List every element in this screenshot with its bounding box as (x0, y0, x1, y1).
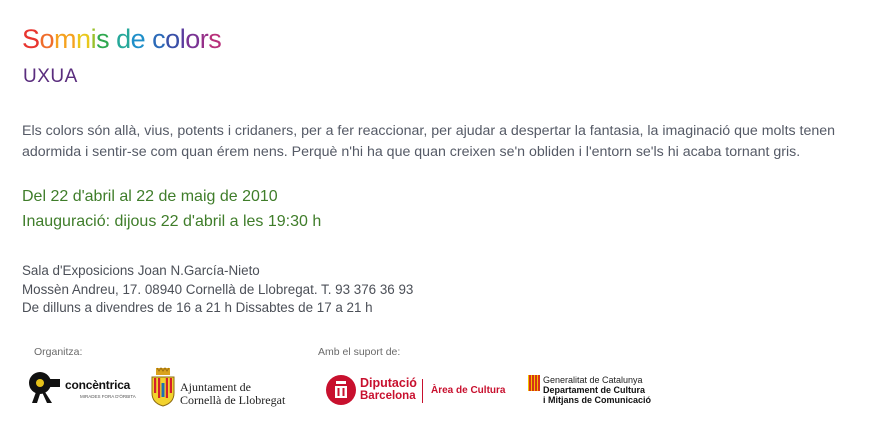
exhibition-description: Els colors són allà, vius, potents i cridaners, per a fer reaccionar, per ajudar a despertar la fantasia, la imaginació que molts tenen adormida i sentir-se com quan érem nens. Perquè n'hi ha que quan creixen se'n obliden i l'entorn se'ls hi acaba tornant gris. (22, 123, 836, 160)
title-letter: o (165, 24, 180, 54)
title-letter: o (185, 24, 200, 54)
title-letter: o (39, 24, 55, 54)
ajuntament-line-1: Ajuntament de (180, 380, 251, 394)
title-letter: l (179, 24, 186, 54)
title-letter: m (54, 24, 77, 54)
concentrica-tagline: MIRADES FORA D'ÒRBITA (80, 394, 136, 399)
venue-name: Sala d'Exposicions Joan N.García-Nieto (22, 263, 260, 278)
support-label: Amb el suport de: (318, 346, 401, 358)
inauguration-date: Inauguració: dijous 22 d'abril a les 19:30 h (22, 213, 322, 230)
organizer-label: Organitza: (34, 346, 83, 358)
film-projector-icon (28, 370, 62, 404)
title-letter: i (90, 24, 97, 54)
generalitat-line-2: Departament de Cultura (543, 385, 646, 395)
artist-name: UXUA (23, 66, 78, 87)
generalitat-line-3: i Mitjans de Comunicació (543, 395, 652, 405)
catalan-flag-icon (528, 375, 540, 391)
title-letter: S (22, 24, 40, 54)
title-letter: d (116, 24, 131, 54)
exhibition-period: Del 22 d'abril al 22 de maig de 2010 (22, 188, 278, 205)
title-letter: s (96, 24, 110, 54)
diputacio-logo (326, 375, 506, 407)
concentrica-name: concèntrica (65, 378, 131, 392)
title-letter: e (130, 24, 146, 54)
coat-of-arms-icon (150, 367, 176, 407)
title-letter: n (76, 24, 91, 54)
venue-address: Mossèn Andreu, 17. 08940 Cornellà de Llobregat. T. 93 376 36 93 (22, 281, 414, 297)
title-letter (145, 24, 152, 55)
exhibition-dates (22, 184, 321, 234)
venue-hours: De dilluns a divendres de 16 a 21 h Dissabtes de 17 a 21 h (22, 300, 373, 315)
generalitat-line-1: Generalitat de Catalunya (543, 375, 643, 385)
ajuntament-line-2: Cornellà de Llobregat (180, 393, 286, 407)
diputacio-area: Àrea de Cultura (431, 385, 506, 396)
exhibition-title (22, 24, 221, 55)
diputacio-line-2: Barcelona (360, 390, 416, 402)
generalitat-logo (528, 375, 668, 407)
diputacio-emblem-icon (326, 375, 356, 405)
diputacio-line-1: Diputació (360, 376, 417, 390)
ajuntament-logo (150, 367, 290, 407)
concentrica-logo (28, 370, 136, 406)
diputacio-divider (422, 379, 423, 403)
title-letter (109, 24, 116, 55)
title-letter: s (208, 24, 222, 54)
venue-info (22, 262, 413, 318)
title-letter: r (199, 24, 209, 54)
title-letter: c (152, 24, 166, 54)
